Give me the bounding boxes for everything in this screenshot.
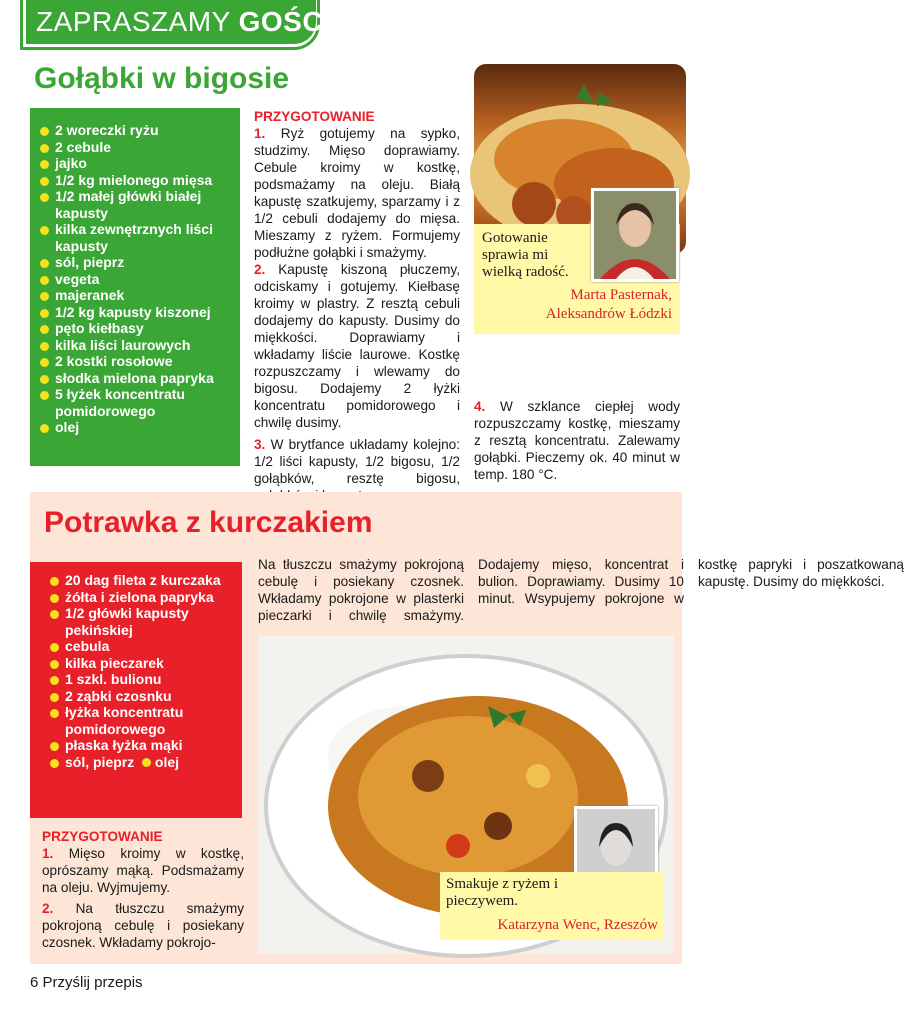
recipe2-instructions-col1 <box>42 828 244 896</box>
list-item: 5 łyżek koncentratu pomidorowego <box>40 386 234 419</box>
bullet-icon <box>142 758 151 767</box>
bullet-icon <box>50 709 59 718</box>
recipe2-title: Potrawka z kurczakiem <box>44 506 373 539</box>
list-item: 2 ząbki czosnku <box>50 688 236 705</box>
list-item: żółta i zielona papryka <box>50 589 236 606</box>
bullet-icon <box>40 325 49 334</box>
bullet-icon <box>40 177 49 186</box>
list-item: sól, pieprz olej <box>50 754 236 771</box>
bullet-icon <box>40 424 49 433</box>
bullet-icon <box>50 676 59 685</box>
footer-section: Przyślij przepis <box>42 974 143 991</box>
section-title-light: ZAPRASZAMY <box>36 6 231 37</box>
bullet-icon <box>40 391 49 400</box>
quote-box-2 <box>440 872 664 940</box>
step-2-number: 2. Na tłuszczu smażymy pokrojoną cebulę i posiekany czosnek. Wkładamy pokrojo- <box>42 901 244 950</box>
list-item: 2 woreczki ryżu <box>40 122 234 139</box>
bullet-icon <box>40 226 49 235</box>
recipe1-ingredients-box <box>30 108 240 466</box>
list-item: łyżka koncentratu pomidorowego <box>50 704 236 737</box>
page-number: 6 <box>30 974 39 991</box>
bullet-icon <box>40 259 49 268</box>
bullet-icon <box>50 759 59 768</box>
step-1: 1. Ryż gotujemy na sypko, studzimy. Mięso doprawiamy. Cebule kroimy w kostkę, podsmażamy na oleju. Białą kapustę szatkujemy, sparzamy i z 1/2 cebuli dodajemy do mięsa. Mieszamy z ryżem. Formujemy podłużne gołąbki i smażymy. <box>254 126 460 260</box>
bullet-icon <box>40 358 49 367</box>
list-item: sól, pieprz <box>40 254 234 271</box>
list-item: kilka pieczarek <box>50 655 236 672</box>
step-3: 3. W brytfance układamy kolejno: 1/2 liści kapusty, 1/2 bigosu, 1/2 gołąbków, resztę bigosu, <box>254 437 460 486</box>
list-item: cebula <box>50 638 236 655</box>
bullet-icon <box>50 742 59 751</box>
list-item: słodka mielona papryka <box>40 370 234 387</box>
list-item: pęto kiełbasy <box>40 320 234 337</box>
page-footer <box>30 974 143 991</box>
list-item: olej <box>40 419 234 436</box>
recipe2-ingredient-list <box>50 572 236 770</box>
bullet-icon <box>40 276 49 285</box>
bullet-icon <box>40 342 49 351</box>
step-1: 1. Mięso kroimy w kostkę, oprószamy mąką. Podsmażamy na oleju. Wyjmujemy. <box>42 846 244 895</box>
quote-1-author: Marta Pasternak, Aleksandrów Łódzki <box>545 287 672 322</box>
list-item: kilka zewnętrznych liści kapusty <box>40 221 234 254</box>
quote-2-text: Smakuje z ryżem i pieczywem. <box>446 876 559 909</box>
list-item: 20 dag fileta z kurczaka <box>50 572 236 589</box>
prep-heading: PRZYGOTOWANIE <box>254 109 375 124</box>
bullet-icon <box>40 309 49 318</box>
author-photo-marta <box>591 188 679 282</box>
list-item: 2 kostki rosołowe <box>40 353 234 370</box>
bullet-icon <box>50 577 59 586</box>
section-title-bold: GOŚCI <box>238 6 332 37</box>
list-item: 1/2 kg kapusty kiszonej <box>40 304 234 321</box>
bullet-icon <box>50 594 59 603</box>
step-2: 2. Kapustę kiszoną płuczemy, odciskamy i gotujemy. Kiełbasę kroimy w plastry. Z resztą cebuli dodajemy do kapusty. Dusimy do miękkości. Doprawiamy i wkładamy liście laurowe. Kostkę rozpuszczamy i wlewamy do bigosu. Dodajemy 2 łyżki koncentratu pomidorowego i chwilę dusimy. <box>254 262 461 430</box>
bullet-icon <box>40 375 49 384</box>
bullet-icon <box>50 643 59 652</box>
list-item: płaska łyżka mąki <box>50 737 236 754</box>
bullet-icon <box>40 160 49 169</box>
step-2-text: Na tłuszczu smażymy pokrojoną cebulę i posiekany czosnek. Wkładamy pokrojone w plasterki pieczarki i chwilę smażymy. Dodajemy mięso, koncentrat i bulion. Doprawiamy. Dusimy 10 minut. Wsypujemy pokrojone w kostkę papryki i poszatkowaną kapustę. Dusimy do miękkości. <box>258 557 904 623</box>
bullet-icon <box>40 127 49 136</box>
list-item: 1/2 małej główki białej kapusty <box>40 188 234 221</box>
recipe1-title: Gołąbki w bigosie <box>34 62 290 95</box>
recipe2-step-2-columns <box>258 556 904 626</box>
quote-1-text: Gotowanie sprawia mi wielką radość. <box>482 230 569 280</box>
list-item: jajko <box>40 155 234 172</box>
section-title <box>36 6 331 38</box>
author-photo-marta-art <box>594 191 676 279</box>
list-item: kilka liści laurowych <box>40 337 234 354</box>
bullet-icon <box>50 610 59 619</box>
list-item: 1/2 kg mielonego mięsa <box>40 172 234 189</box>
bullet-icon <box>50 693 59 702</box>
bullet-icon <box>50 660 59 669</box>
recipe1-instructions-col1 <box>254 108 460 431</box>
bullet-icon <box>40 193 49 202</box>
recipe2-ingredients-box <box>30 562 242 818</box>
list-item: majeranek <box>40 287 234 304</box>
step-4: 4. W szklance ciepłej wody rozpuszczamy kostkę, mieszamy z resztą koncentratu. Zalewamy gołąbki. Pieczemy ok. 40 minut w temp. 180 °C. <box>474 399 680 482</box>
recipe1-ingredient-list <box>40 122 234 436</box>
quote-2-author: Katarzyna Wenc, Rzeszów <box>497 917 658 933</box>
list-item: vegeta <box>40 271 234 288</box>
list-item: 1 szkl. bulionu <box>50 671 236 688</box>
bullet-icon <box>40 144 49 153</box>
list-item: 2 cebule <box>40 139 234 156</box>
bullet-icon <box>40 292 49 301</box>
prep-heading: PRZYGOTOWANIE <box>42 829 163 844</box>
list-item: 1/2 główki kapusty pekińskiej <box>50 605 236 638</box>
